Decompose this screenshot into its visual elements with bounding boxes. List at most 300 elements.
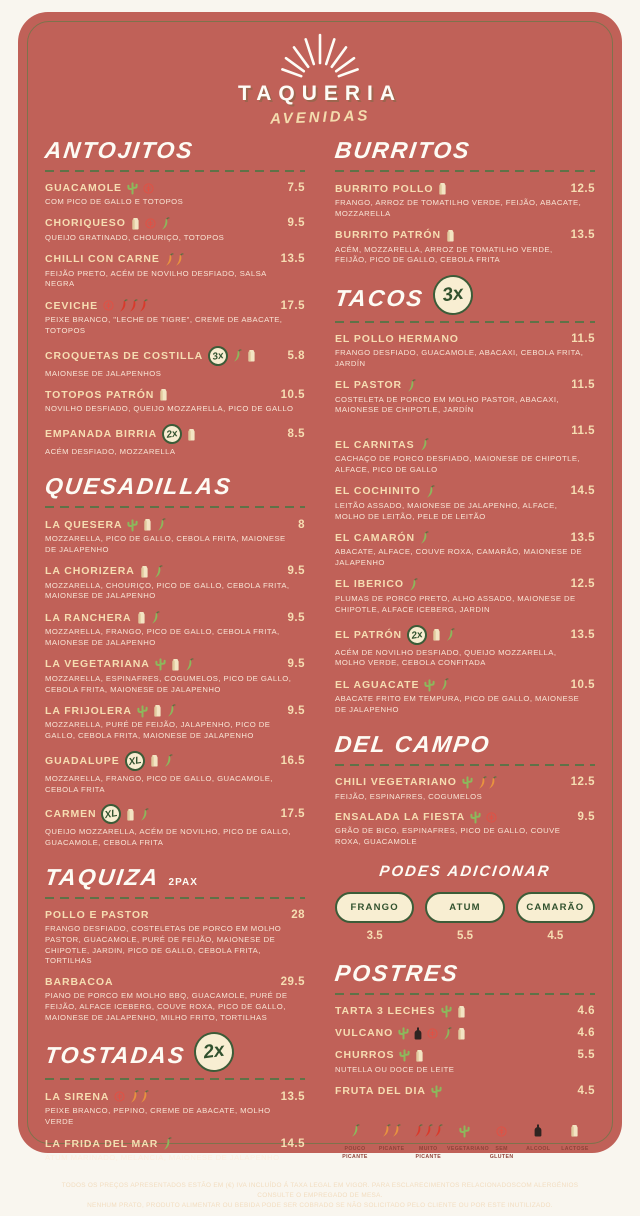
item-description: COM PICO DE GALLO E TOTOPOS <box>45 197 184 206</box>
item-row <box>45 976 305 988</box>
section-suffix: 2PAX <box>168 876 198 888</box>
lactose-icon <box>446 229 455 242</box>
pouco-picante-icon <box>154 565 163 578</box>
sun-rays-icon <box>240 28 400 84</box>
item-name: VULCANO <box>335 1027 394 1040</box>
sem-gluten-icon <box>486 812 497 823</box>
section-header <box>45 864 305 891</box>
addon-pill-atum[interactable]: ATUM <box>425 892 504 923</box>
section-title: TAQUIZA <box>43 863 162 890</box>
section-title: QUESADILLAS <box>43 473 234 500</box>
item-name: EL POLLO HERMANO <box>335 333 459 346</box>
section-title: POSTRES <box>333 959 461 986</box>
item-price: 13.5 <box>280 253 305 266</box>
item-name: EL IBERICO <box>335 578 404 591</box>
pouco-picante-icon <box>443 1027 452 1040</box>
pouco-picante-icon <box>426 485 435 498</box>
item-description: COSTELETA DE PORCO EM MOLHO PASTOR, ABACAXI, MAIONESE DE CHIPOTLE, JARDÍN <box>335 394 559 415</box>
menu-item-la-ranchera <box>45 611 305 649</box>
item-description: MOZZARELLA, FRANGO, PICO DE GALLO, CEBOLA FRITA, MAIONESE DE JALAPENHO <box>45 627 280 647</box>
sem-gluten-icon <box>145 218 156 229</box>
item-price: 9.5 <box>287 611 305 624</box>
lactose-icon <box>143 518 152 531</box>
item-name: BURRITO POLLO <box>335 182 434 195</box>
item-name: EL AGUACATE <box>335 678 420 691</box>
menu-columns <box>45 137 595 1179</box>
addon-price: 5.5 <box>456 929 473 942</box>
item-price: 28 <box>291 908 305 921</box>
item-description: MOZZARELLA, PURÉ DE FEIJÃO, JALAPENHO, PICO DE GALLO, CEBOLA FRITA, MAIONESE DE JALAPENHO <box>45 720 271 741</box>
item-description: ABACATE FRITO EM TEMPURA, PICO DE GALLO, MAIONESE DE JALAPENHO <box>335 694 580 714</box>
item-description: MOZZARELLA, CHOURIÇO, PICO DE GALLO, CEBOLA FRITA, MAIONESE DE JALAPENHO <box>45 580 290 601</box>
item-row <box>45 565 305 578</box>
restaurant-subname: AVENIDAS <box>269 107 371 128</box>
lactose-icon <box>131 217 140 230</box>
sem-gluten-icon <box>143 183 154 194</box>
logo <box>45 28 595 127</box>
item-row <box>335 379 595 392</box>
item-description: CACHAÇO DE PORCO DESFIADO, MAIONESE DE CHIPOTLE, ALFACE, PICO DE GALLO <box>335 454 580 475</box>
section-title: DEL CAMPO <box>333 730 493 757</box>
item-row <box>45 1090 305 1103</box>
item-description: PLUMAS DE PORCO PRETO, ALHO ASSADO, MAIONESE DE CHIPOTLE, ALFACE ICEBERG, JARDIN <box>335 593 576 614</box>
item-name: LA CHORIZERA <box>45 565 135 578</box>
addon-option <box>335 892 414 942</box>
pouco-picante-icon <box>140 808 149 821</box>
item-row <box>45 704 305 717</box>
item-name: CHORIQUESO <box>45 217 126 230</box>
item-description: ACÉM DE NOVILHO DESFIADO, QUEIJO MOZZARELLA, MOLHO VERDE, CEBOLA CONFITADA <box>335 647 557 668</box>
item-name: CARMEN <box>45 808 97 821</box>
menu-item-chilli-con-carne <box>45 253 305 291</box>
item-price: 8 <box>298 518 305 531</box>
menu-item-burrito-patron <box>335 229 595 267</box>
legend-label: MUITO PICANTE <box>415 1145 442 1160</box>
item-description: FRANGO DESFIADO, GUACAMOLE, ABACAXI, CEBOLA FRITA, JARDÍN <box>335 348 584 368</box>
addon-pill-camarao[interactable]: CAMARÃO <box>516 892 595 923</box>
sem-gluten-icon <box>427 1028 438 1039</box>
menu-item-la-sirena <box>45 1090 305 1128</box>
pouco-picante-icon <box>164 754 173 767</box>
item-row <box>335 333 595 345</box>
item-row <box>45 346 305 366</box>
item-description: MOZZARELLA, ESPINAFRES, COGUMELOS, PICO DE GALLO, CEBOLA FRITA, MAIONESE DE JALAPENHO <box>45 673 292 694</box>
pouco-picante-icon <box>420 531 429 544</box>
vegetariano-icon <box>137 705 148 717</box>
lactose-icon <box>457 1005 466 1018</box>
item-name: EL PASTOR <box>335 379 403 392</box>
item-row <box>335 438 595 451</box>
item-row <box>45 1137 305 1150</box>
item-price: 10.5 <box>280 388 305 401</box>
portion-badge: 3x <box>207 344 230 367</box>
menu-item-barbacoa <box>45 976 305 1023</box>
column-right <box>335 137 595 1161</box>
item-description: MAIONESE DE JALAPENHOS <box>45 368 162 378</box>
section-divider <box>45 506 305 508</box>
item-price: 5.8 <box>287 349 305 362</box>
item-price: 9.5 <box>287 217 305 230</box>
menu-item-carmen <box>45 804 305 849</box>
vegetariano-icon <box>424 679 435 691</box>
menu-item-el-pollo-hermano <box>335 333 595 370</box>
alcool-icon <box>414 1027 422 1040</box>
legend-item-picante <box>374 1123 410 1154</box>
addon-option <box>425 892 504 942</box>
section-title: TOSTADAS <box>43 1041 188 1068</box>
menu-item-guacamole <box>45 182 305 208</box>
menu-item-el-carnitas <box>335 425 595 476</box>
item-price: 29.5 <box>280 976 305 989</box>
item-name: GUACAMOLE <box>45 182 122 194</box>
item-price: 9.5 <box>287 565 305 578</box>
section-postres <box>335 960 595 1097</box>
lactose-icon <box>150 754 159 767</box>
sem-gluten-icon <box>496 1123 507 1137</box>
item-name: EL CAMARÓN <box>335 531 415 544</box>
item-name: CROQUETAS DE COSTILLA <box>45 349 204 362</box>
muito-picante-icon <box>119 299 148 312</box>
vegetariano-icon <box>462 776 473 788</box>
item-row <box>335 1049 595 1062</box>
vegetariano-icon <box>127 182 138 194</box>
item-price: 11.5 <box>571 333 595 346</box>
pouco-picante-icon <box>351 1123 360 1137</box>
lactose-icon <box>126 808 135 821</box>
section-taquiza <box>45 864 305 1023</box>
lactose-icon <box>153 704 162 717</box>
legend-item-lactose <box>557 1123 593 1154</box>
alcool-icon <box>534 1123 542 1137</box>
menu-item-croquetas-de-costilla <box>45 346 305 380</box>
item-description: FEIJÃO, ESPINAFRES, COGUMELOS <box>335 791 483 801</box>
item-row <box>335 485 595 498</box>
item-name: EL CARNITAS <box>335 438 415 451</box>
portion-badge: XL <box>123 749 146 772</box>
item-name: EL PATRÓN <box>335 628 403 641</box>
item-row <box>45 611 305 624</box>
addon-price: 4.5 <box>547 929 564 942</box>
menu-item-la-frijolera <box>45 704 305 742</box>
item-price: 13.5 <box>570 531 595 544</box>
item-name: TOTOPOS PATRÓN <box>45 388 155 401</box>
legend-item-alcool <box>520 1123 556 1154</box>
restaurant-name: TAQUERIA <box>237 82 403 105</box>
item-description: PIANO DE PORCO EM MOLHO BBQ, GUACAMOLE, PURÉ DE FEIJÃO, ALFACE ICEBERG, COUVE ROXA, PICO DE GALLO, MAIONESE DE JALAPENHO, MILHO FRITO, TORTILHAS <box>45 991 288 1022</box>
section-del-campo <box>335 731 595 848</box>
item-price: 12.5 <box>570 182 595 195</box>
item-name: BARBACOA <box>45 976 114 989</box>
item-price: 14.5 <box>280 1137 305 1150</box>
item-row <box>45 388 305 401</box>
legend-item-pouco-picante <box>337 1123 373 1162</box>
section-tostadas <box>45 1038 305 1163</box>
item-price: 4.6 <box>577 1005 595 1018</box>
section-title: ANTOJITOS <box>43 137 196 163</box>
item-name: LA FRIDA DEL MAR <box>45 1137 159 1150</box>
section-title: TACOS <box>333 284 426 311</box>
footer-note <box>45 1179 595 1216</box>
item-row <box>45 751 305 771</box>
menu-item-el-camaron <box>335 531 595 569</box>
item-row <box>335 531 595 544</box>
item-price: 12.5 <box>570 578 595 591</box>
item-row <box>335 1085 595 1097</box>
pouco-picante-icon <box>420 438 429 451</box>
item-row <box>335 229 595 242</box>
menu-item-fruta-del-dia <box>335 1085 595 1097</box>
legend-item-muito-picante <box>410 1123 446 1162</box>
item-price: 16.5 <box>280 754 305 767</box>
item-name: LA VEGETARIANA <box>45 658 150 671</box>
menu-item-la-vegetariana <box>45 658 305 696</box>
item-name: BURRITO PATRÓN <box>335 229 441 242</box>
picante-icon <box>382 1123 401 1137</box>
item-description: FRANGO DESFIADO, COSTELETAS DE PORCO EM MOLHO PASTOR, GUACAMOLE, PURÉ DE FEIJÃO, MAIONESE DE CHIPOTLE, JARDIN, PICO DE GALLO, CEBOLA FRITA, TORTILHAS <box>45 923 282 966</box>
footer-line-2: NENHUM PRATO, PRODUTO ALIMENTAR OU BEBIDA PODE SER COBRADO SE NÃO SOLICITADO PELO CLIENTE OU POR ESTE INUTILIZADO. <box>87 1202 553 1210</box>
item-row <box>45 518 305 531</box>
vegetariano-icon <box>441 1005 452 1017</box>
item-row <box>335 678 595 691</box>
menu-card <box>18 12 622 1210</box>
item-row <box>335 1005 595 1018</box>
vegetariano-icon <box>155 658 166 670</box>
item-name: CHILI VEGETARIANO <box>335 776 457 789</box>
addon-price: 3.5 <box>366 929 383 942</box>
item-description: LEITÃO ASSADO, MAIONESE DE JALAPENHO, ALFACE, MOLHO DE LEITÃO, PELE DE LEITÃO <box>335 500 558 521</box>
item-row <box>335 625 595 645</box>
item-row <box>335 1027 595 1040</box>
item-name: GUADALUPE <box>45 754 120 767</box>
item-price: 9.5 <box>287 658 305 671</box>
item-description: ATUM MARINADO, MELANCIA, MAIONESE DE JALAPENHO <box>45 1153 280 1162</box>
item-description: GRÃO DE BICO, ESPINAFRES, PICO DE GALLO, COUVE ROXA, GUACAMOLE <box>335 826 561 847</box>
lactose-icon <box>137 611 146 624</box>
section-divider <box>45 897 305 899</box>
item-price: 10.5 <box>570 678 595 691</box>
menu-item-choriqueso <box>45 217 305 244</box>
item-row <box>335 776 595 789</box>
item-name: FRUTA DEL DIA <box>335 1084 426 1097</box>
portion-badge: 3x <box>430 273 475 318</box>
menu-item-ceviche <box>45 299 305 337</box>
legend-label: LACTOSE <box>561 1145 589 1152</box>
picante-icon <box>478 776 497 789</box>
section-tacos <box>335 281 595 716</box>
item-name: CEVICHE <box>45 299 98 312</box>
pouco-picante-icon <box>446 628 455 641</box>
pouco-picante-icon <box>407 379 416 392</box>
item-price: 4.6 <box>577 1027 595 1040</box>
section-header <box>335 281 595 315</box>
lactose-icon <box>140 565 149 578</box>
lactose-icon <box>187 428 196 441</box>
section-header <box>335 960 595 987</box>
item-price: 11.5 <box>571 425 595 438</box>
menu-item-vulcano <box>335 1027 595 1040</box>
footer-line-1: TODOS OS PREÇOS APRESENTADOS ESTÃO EM (€) IVA INCLUÍDO Á TAXA LEGAL EM VIGOR. PARA ESCLARECIMENTOS RELACIONADOSCOM ALERGÉNIOS CONSULTE O EMPREGADO DE MESA. <box>61 1181 579 1200</box>
addons-title: PODES ADICIONAR <box>378 862 552 880</box>
item-description: ACÉM DESFIADO, MOZZARELLA <box>45 447 176 457</box>
item-price: 5.5 <box>577 1049 595 1062</box>
item-row <box>45 299 305 312</box>
item-description: PEIXE BRANCO, PEPINO, CREME DE ABACATE, MOLHO VERDE <box>45 1106 271 1127</box>
menu-item-el-cochinito <box>335 485 595 523</box>
menu-item-la-frida-del-mar <box>45 1137 305 1164</box>
item-name: EL COCHINITO <box>335 485 421 498</box>
item-description: MOZZARELLA, FRANGO, PICO DE GALLO, GUACAMOLE, CEBOLA FRITA <box>45 773 273 794</box>
legend-label: PICANTE <box>378 1145 405 1152</box>
section-header <box>45 137 305 164</box>
item-price: 17.5 <box>280 299 305 312</box>
lactose-icon <box>438 182 447 195</box>
section-divider <box>335 764 595 766</box>
vegetariano-icon <box>127 519 138 531</box>
pouco-picante-icon <box>233 349 242 362</box>
item-name: CHILLI CON CARNE <box>45 253 160 266</box>
lactose-icon <box>570 1123 579 1137</box>
addon-option <box>516 892 595 942</box>
item-description: QUEIJO MOZZARELLA, ACÉM DE NOVILHO, PICO DE GALLO, GUACAMOLE, CEBOLA FRITA <box>45 827 291 848</box>
lactose-icon <box>415 1049 424 1062</box>
legend-item-vegetariano <box>446 1123 490 1154</box>
menu-item-el-iberico <box>335 578 595 616</box>
portion-badge: 2x <box>192 1030 237 1075</box>
menu-item-el-patron <box>335 625 595 670</box>
picante-icon <box>130 1090 149 1103</box>
lactose-icon <box>159 388 168 401</box>
item-row <box>335 578 595 591</box>
item-name: POLLO E PASTOR <box>45 908 150 921</box>
item-description: ACÉM, MOZZARELLA, ARROZ DE TOMATILHO VERDE, FEIJÃO, PICO DE GALLO, CEBOLA FRITA <box>335 244 553 265</box>
item-price: 7.5 <box>287 182 305 194</box>
vegetariano-icon <box>470 811 481 823</box>
legend-label: VEGETARIANO <box>446 1145 490 1152</box>
item-name: TARTA 3 LECHES <box>335 1005 436 1018</box>
vegetariano-icon <box>398 1027 409 1039</box>
item-row <box>335 811 595 823</box>
item-description: QUEIJO GRATINADO, CHOURIÇO, TOTOPOS <box>45 232 225 242</box>
allergen-legend <box>335 1123 595 1162</box>
item-row <box>45 253 305 266</box>
pouco-picante-icon <box>151 611 160 624</box>
portion-badge: 2x <box>161 423 184 446</box>
item-row <box>45 424 305 444</box>
item-price: 14.5 <box>570 485 595 498</box>
vegetariano-icon <box>399 1049 410 1061</box>
menu-item-totopos-patron <box>45 388 305 415</box>
section-divider <box>335 993 595 995</box>
item-price: 11.5 <box>571 379 595 392</box>
addons-options <box>335 892 595 942</box>
menu-item-burrito-pollo <box>335 182 595 220</box>
pouco-picante-icon <box>185 658 194 671</box>
section-divider <box>45 1078 305 1080</box>
item-price: 13.5 <box>570 628 595 641</box>
item-price: 8.5 <box>287 428 305 441</box>
section-header <box>335 137 595 164</box>
item-price: 12.5 <box>570 776 595 789</box>
portion-badge: 2x <box>405 623 428 646</box>
item-row <box>45 909 305 921</box>
lactose-icon <box>171 658 180 671</box>
item-description: PEIXE BRANCO, "LECHE DE TIGRE", CREME DE ABACATE, TOTOPOS <box>45 315 283 335</box>
menu-item-ensalada-la-fiesta <box>335 811 595 848</box>
item-name: LA QUESERA <box>45 518 123 531</box>
item-description: ABACATE, ALFACE, COUVE ROXA, CAMARÃO, MAIONESE DE JALAPENHO <box>335 547 583 568</box>
pouco-picante-icon <box>440 678 449 691</box>
section-header <box>45 473 305 500</box>
item-price: 13.5 <box>280 1090 305 1103</box>
item-row <box>45 217 305 230</box>
lactose-icon <box>432 628 441 641</box>
menu-item-empanada-birria <box>45 424 305 458</box>
item-row <box>335 182 595 195</box>
item-name: LA FRIJOLERA <box>45 704 132 717</box>
section-header <box>335 731 595 758</box>
item-name: ENSALADA LA FIESTA <box>335 811 466 824</box>
section-quesadillas <box>45 473 305 849</box>
vegetariano-icon <box>459 1123 470 1137</box>
section-divider <box>45 170 305 172</box>
menu-item-la-chorizera <box>45 565 305 603</box>
menu-item-pollo-e-pastor <box>45 909 305 967</box>
menu-item-chili-vegetariano <box>335 776 595 803</box>
item-description: FRANGO, ARROZ DE TOMATILHO VERDE, FEIJÃO, ABACATE, MOZZARELLA <box>335 198 582 218</box>
item-price: 9.5 <box>577 811 595 824</box>
item-row <box>45 182 305 194</box>
legend-label: ALCOOL <box>526 1145 551 1152</box>
item-price: 13.5 <box>570 229 595 242</box>
menu-item-churros <box>335 1049 595 1076</box>
column-left <box>45 137 305 1179</box>
pouco-picante-icon <box>409 578 418 591</box>
vegetariano-icon <box>431 1085 442 1097</box>
item-name: CHURROS <box>335 1049 395 1062</box>
item-price: 4.5 <box>577 1084 595 1097</box>
item-name: EMPANADA BIRRIA <box>45 428 158 441</box>
menu-item-el-aguacate <box>335 678 595 716</box>
picante-icon <box>165 253 184 266</box>
section-title: BURRITOS <box>333 137 473 163</box>
menu-item-la-quesera <box>45 518 305 556</box>
item-description: FEIJÃO PRETO, ACÉM DE NOVILHO DESFIADO, SALSA NEGRA <box>45 268 267 289</box>
menu-item-el-pastor <box>335 379 595 417</box>
sem-gluten-icon <box>103 300 114 311</box>
item-name: LA RANCHERA <box>45 611 132 624</box>
portion-badge: XL <box>100 803 123 826</box>
addons-block <box>335 863 595 942</box>
item-row <box>45 804 305 824</box>
menu-item-guadalupe <box>45 751 305 796</box>
sem-gluten-icon <box>114 1091 125 1102</box>
lactose-icon <box>457 1027 466 1040</box>
section-divider <box>335 170 595 172</box>
item-row <box>45 658 305 671</box>
item-price: 9.5 <box>287 704 305 717</box>
pouco-picante-icon <box>161 217 170 230</box>
item-price: 17.5 <box>280 808 305 821</box>
pouco-picante-icon <box>167 704 176 717</box>
item-description: MOZZARELLA, PICO DE GALLO, CEBOLA FRITA, MAIONESE DE JALAPENHO <box>45 534 286 554</box>
addon-pill-frango[interactable]: FRANGO <box>335 892 414 923</box>
item-description: NUTELLA OU DOCE DE LEITE <box>335 1064 455 1074</box>
legend-label: POUCO PICANTE <box>342 1145 368 1160</box>
section-divider <box>335 321 595 323</box>
lactose-icon <box>247 349 256 362</box>
menu-item-tarta-3-leches <box>335 1005 595 1018</box>
pouco-picante-icon <box>163 1137 172 1150</box>
